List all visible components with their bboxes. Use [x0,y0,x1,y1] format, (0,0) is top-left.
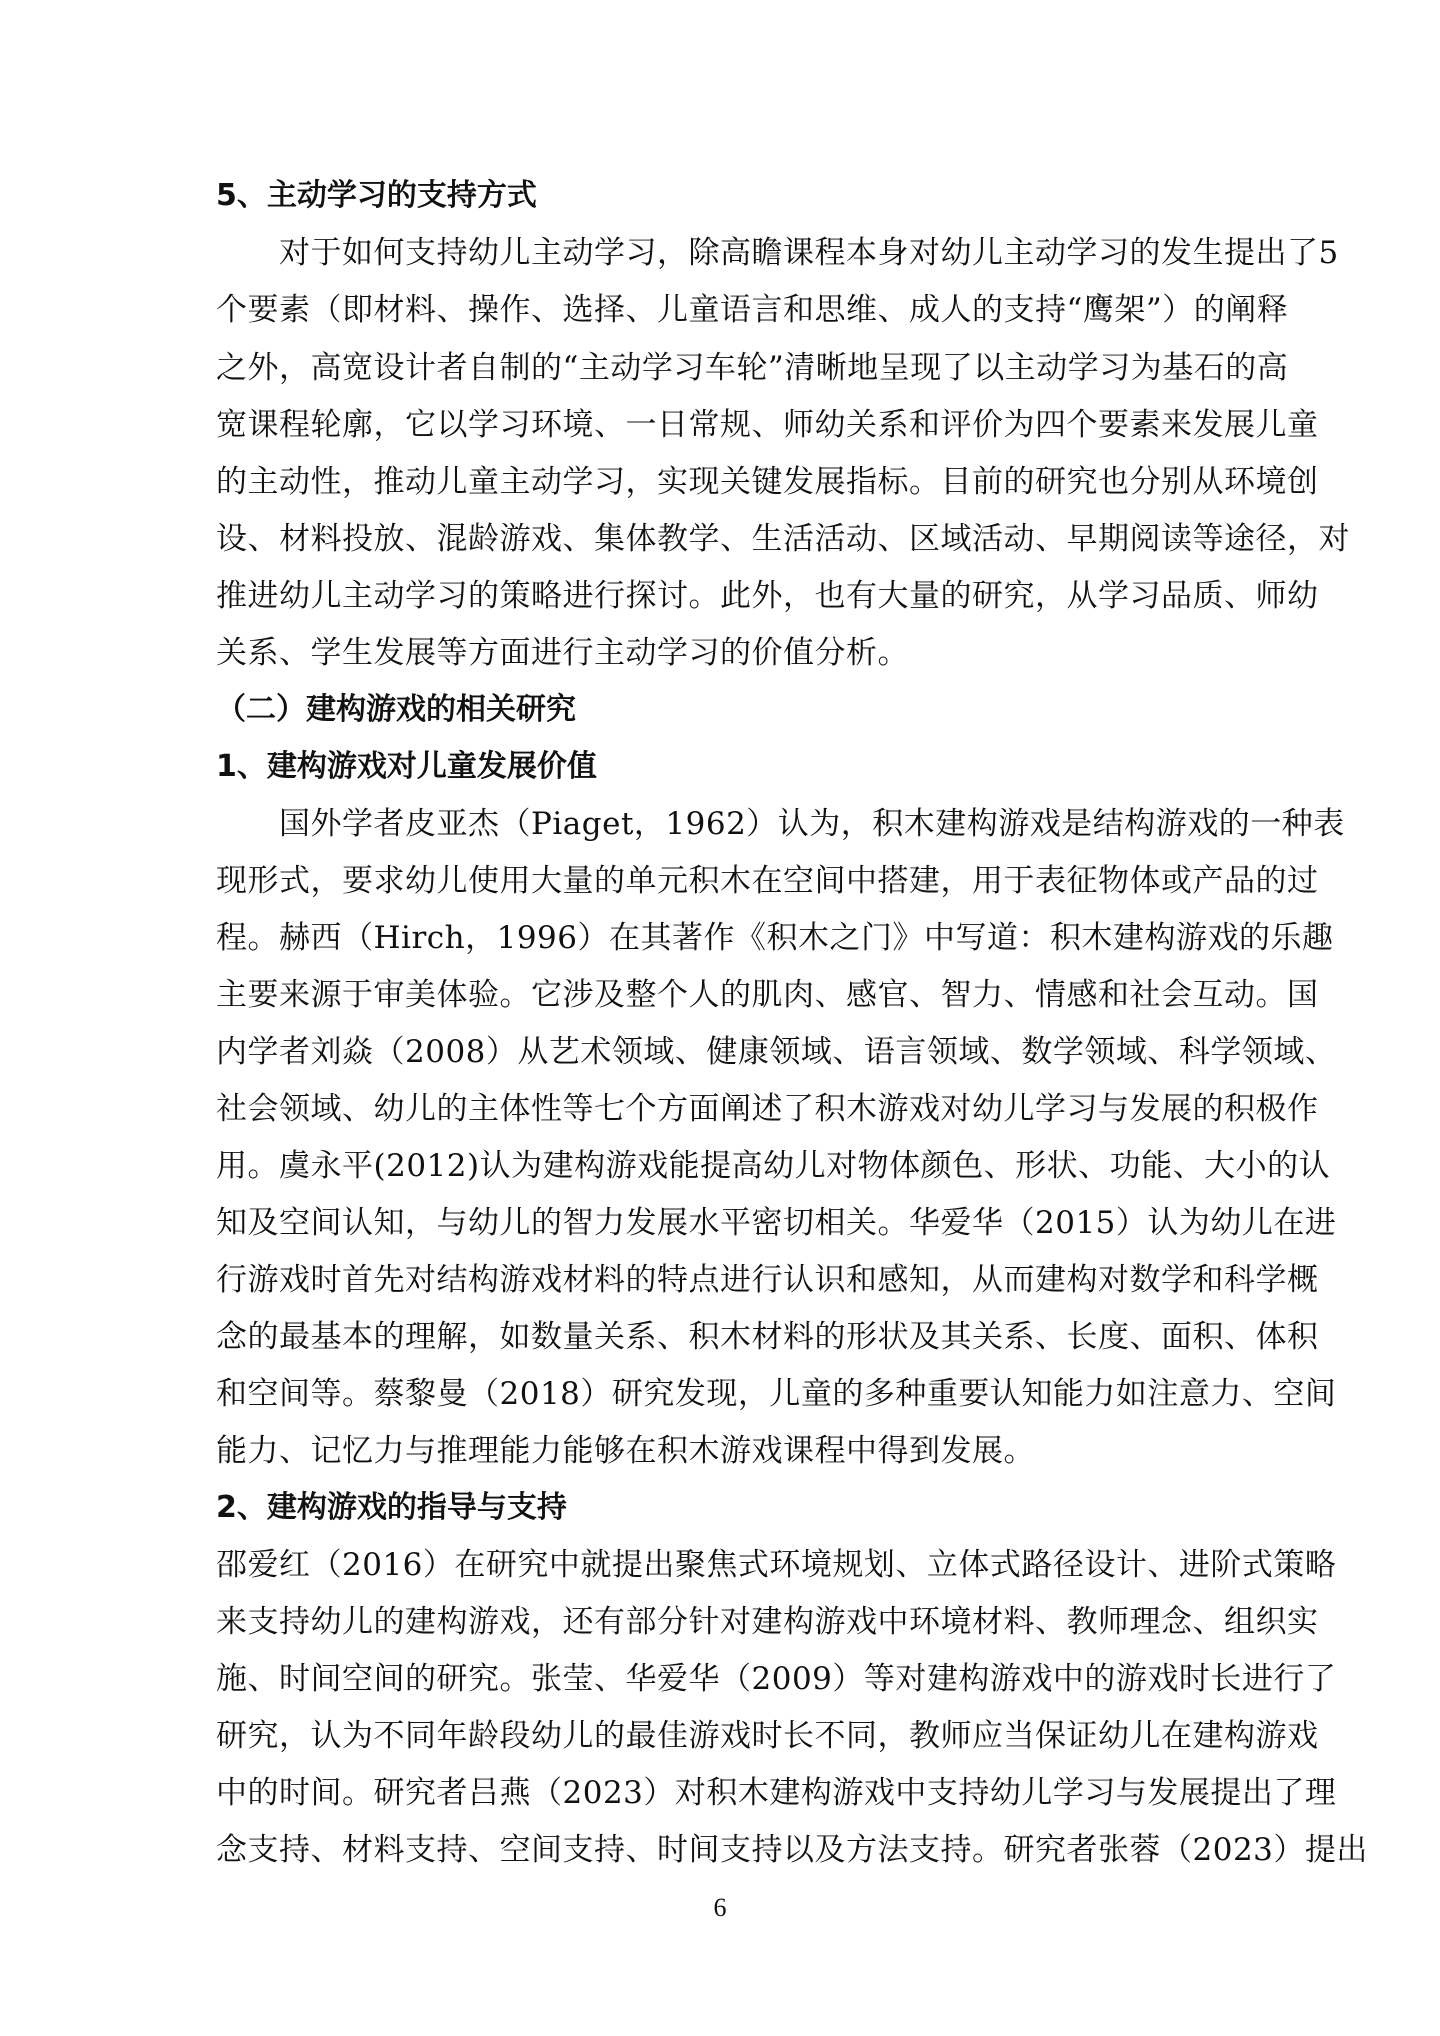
paragraph-line: 之外，高宽设计者自制的“主动学习车轮”清晰地呈现了以主动学习为基石的高 [216,350,1289,386]
paragraph-line: 现形式，要求幼儿使用大量的单元积木在空间中搭建，用于表征物体或产品的过 [216,863,1319,899]
paragraph-line: 的主动性，推动儿童主动学习，实现关键发展指标。目前的研究也分别从环境创 [216,464,1319,500]
paragraph-line: 邵爱红（2016）在研究中就提出聚焦式环境规划、立体式路径设计、进阶式策略 [216,1547,1337,1583]
paragraph-line: 宽课程轮廓，它以学习环境、一日常规、师幼关系和评价为四个要素来发展儿童 [216,407,1319,443]
paragraph-line: 和空间等。蔡黎曼（2018）研究发现，儿童的多种重要认知能力如注意力、空间 [216,1376,1337,1412]
paragraph-line: 对于如何支持幼儿主动学习，除高瞻课程本身对幼儿主动学习的发生提出了5 [216,235,1339,271]
paragraph-line: 关系、学生发展等方面进行主动学习的价值分析。 [216,635,909,671]
paragraph-line: 念支持、材料支持、空间支持、时间支持以及方法支持。研究者张蓉（2023）提出 [216,1832,1368,1868]
heading-guidance-support: 2、建构游戏的指导与支持 [216,1490,567,1525]
paragraph-line: 设、材料投放、混龄游戏、集体教学、生活活动、区域活动、早期阅读等途径，对 [216,521,1350,557]
paragraph-line: 个要素（即材料、操作、选择、儿童语言和思维、成人的支持“鹰架”）的阐释 [216,292,1289,328]
paragraph-line: 社会领域、幼儿的主体性等七个方面阐述了积木游戏对幼儿学习与发展的积极作 [216,1091,1319,1127]
paragraph-line: 国外学者皮亚杰（Piaget，1962）认为，积木建构游戏是结构游戏的一种表 [216,806,1345,842]
paragraph-line: 施、时间空间的研究。张莹、华爱华（2009）等对建构游戏中的游戏时长进行了 [216,1661,1337,1697]
paragraph-line: 用。虞永平(2012)认为建构游戏能提高幼儿对物体颜色、形状、功能、大小的认 [216,1148,1331,1184]
paragraph-line: 主要来源于审美体验。它涉及整个人的肌肉、感官、智力、情感和社会互动。国 [216,977,1319,1013]
paragraph-line: 能力、记忆力与推理能力能够在积木游戏课程中得到发展。 [216,1433,1035,1469]
paragraph-line: 知及空间认知，与幼儿的智力发展水平密切相关。华爱华（2015）认为幼儿在进 [216,1205,1337,1241]
heading-development-value: 1、建构游戏对儿童发展价值 [216,749,597,784]
page-number: 6 [713,1893,727,1922]
paragraph-line: 推进幼儿主动学习的策略进行探讨。此外，也有大量的研究，从学习品质、师幼 [216,578,1319,614]
paragraph-line: 程。赫西（Hirch，1996）在其著作《积木之门》中写道：积木建构游戏的乐趣 [216,920,1334,956]
heading-active-learning-support: 5、主动学习的支持方式 [216,178,537,213]
paragraph-line: 中的时间。研究者吕燕（2023）对积木建构游戏中支持幼儿学习与发展提出了理 [216,1775,1337,1811]
paragraph-line: 内学者刘焱（2008）从艺术领域、健康领域、语言领域、数学领域、科学领域、 [216,1034,1337,1070]
paragraph-line: 研究，认为不同年龄段幼儿的最佳游戏时长不同，教师应当保证幼儿在建构游戏 [216,1718,1319,1754]
paragraph-line: 来支持幼儿的建构游戏，还有部分针对建构游戏中环境材料、教师理念、组织实 [216,1604,1319,1640]
paragraph-line: 行游戏时首先对结构游戏材料的特点进行认识和感知，从而建构对数学和科学概 [216,1262,1319,1298]
heading-construction-play-research: （二）建构游戏的相关研究 [216,692,576,727]
paragraph-line: 念的最基本的理解，如数量关系、积木材料的形状及其关系、长度、面积、体积 [216,1319,1319,1355]
